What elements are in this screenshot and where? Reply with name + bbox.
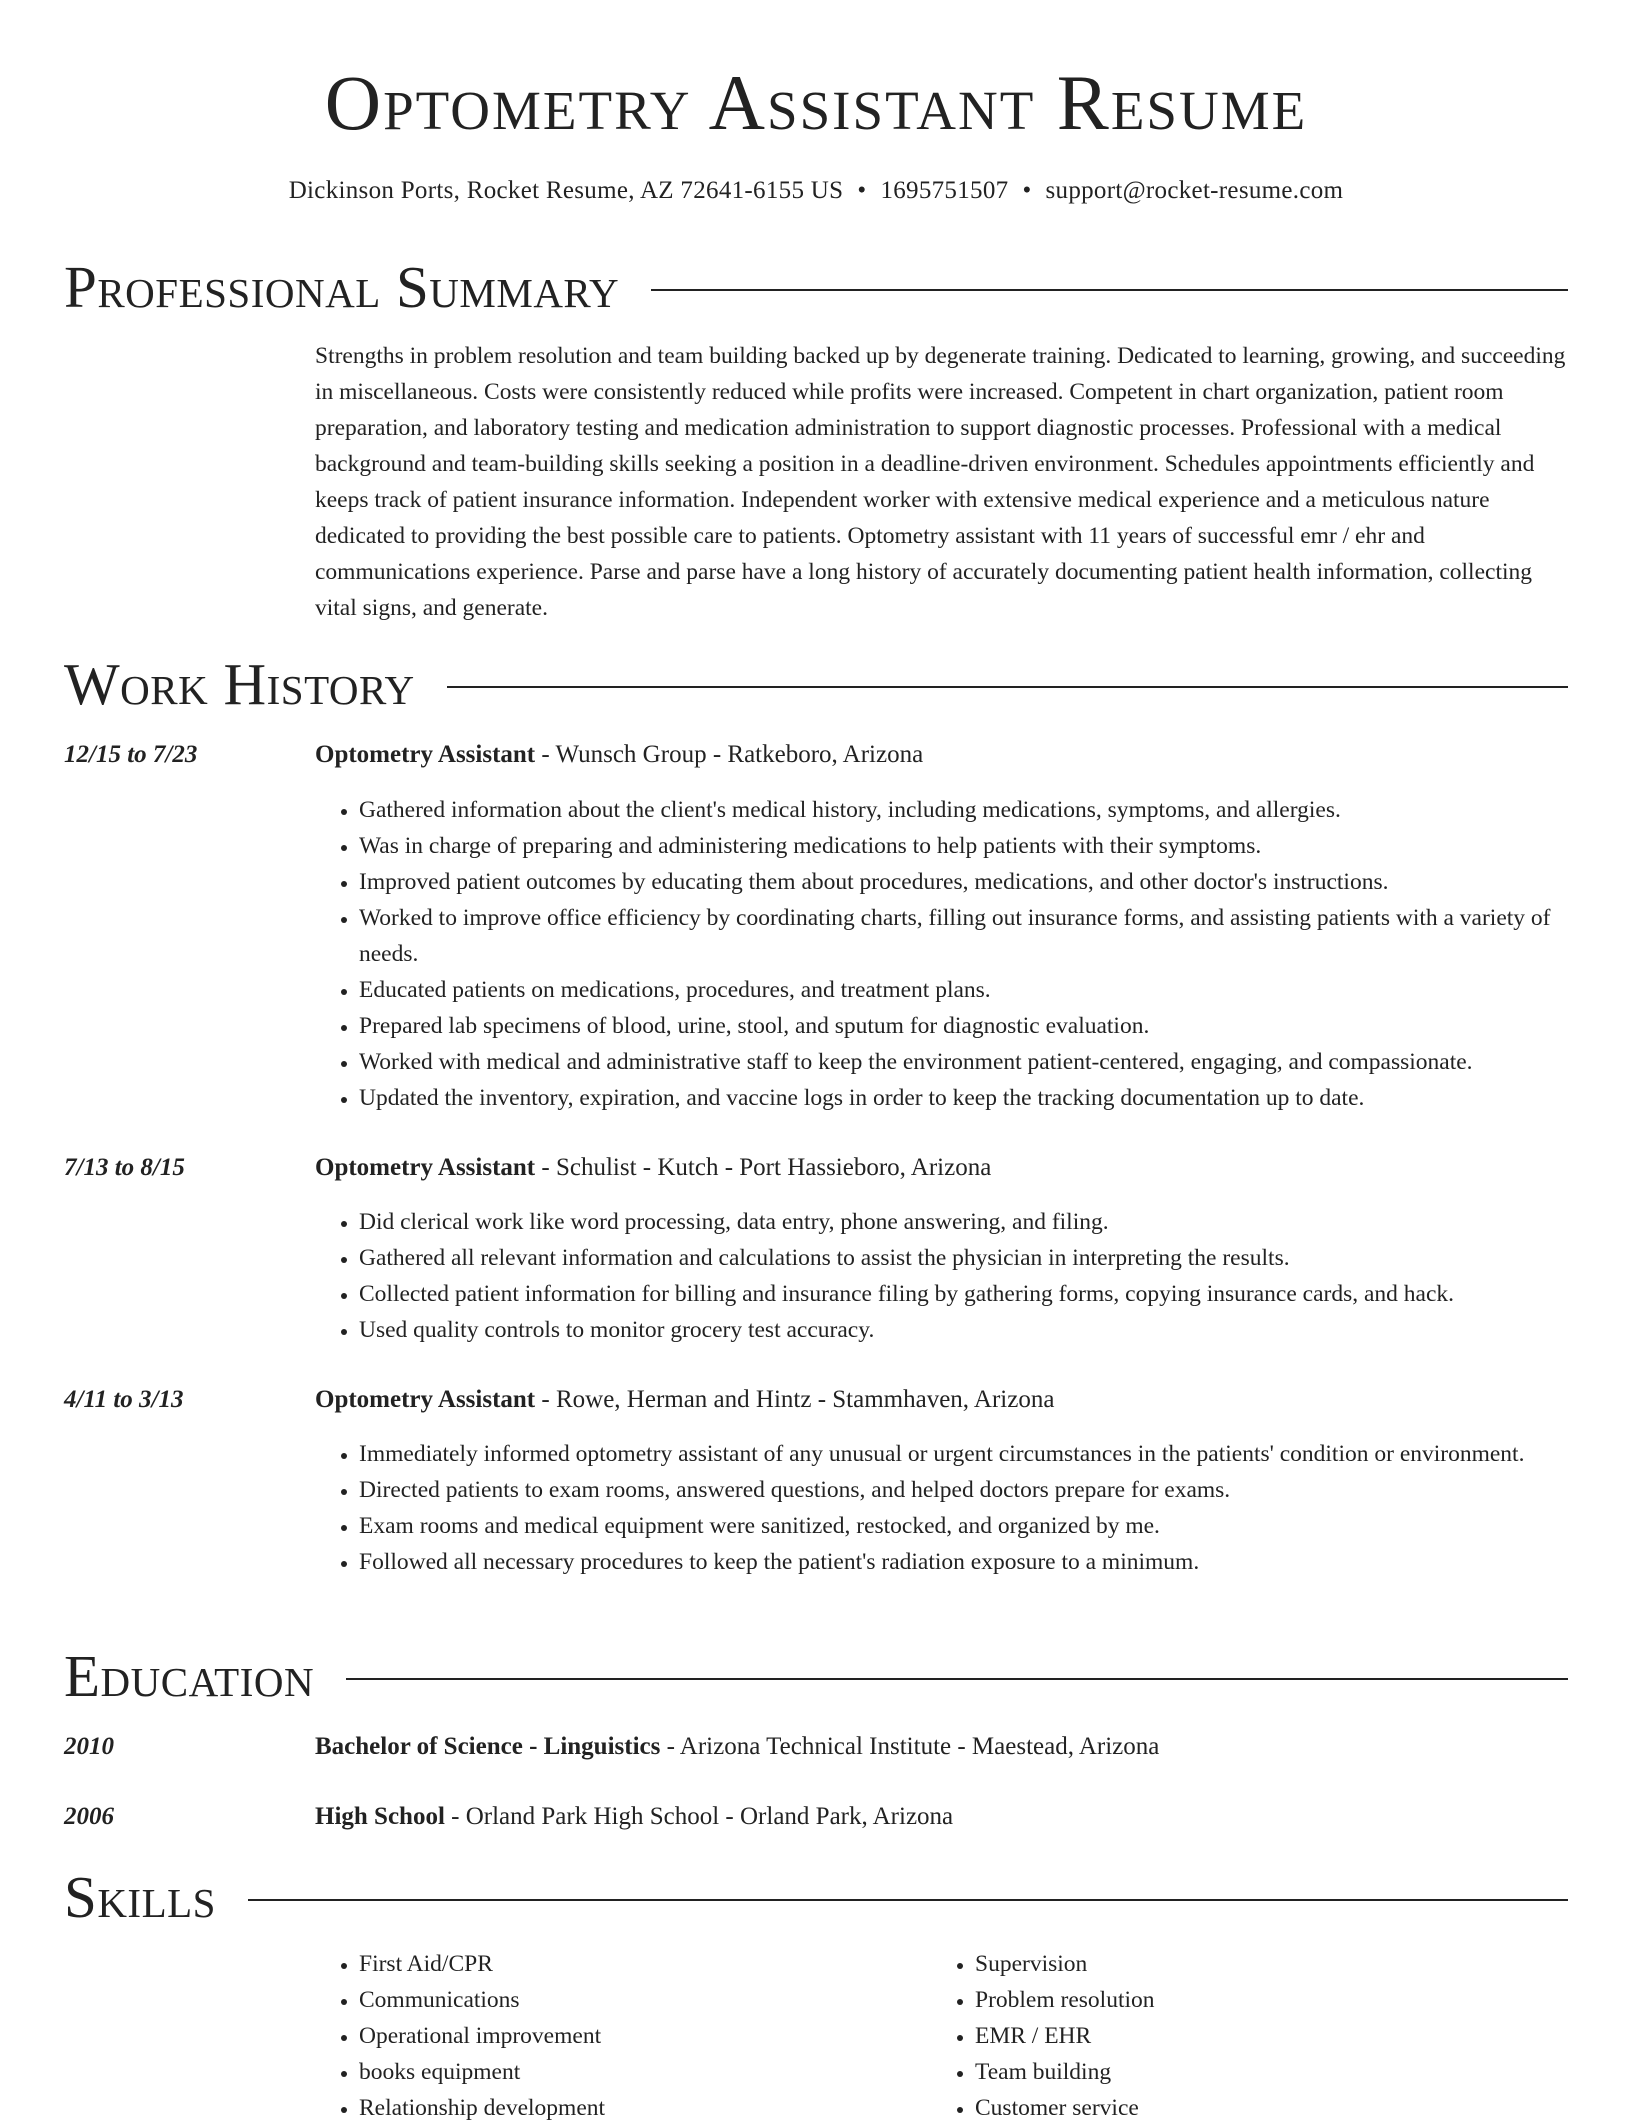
job-bullets [315, 1436, 1612, 1580]
contact-separator: • [1022, 177, 1032, 204]
job-bullet: • Exam rooms and medical equipment were sanitized, restocked, and organized by me. [359, 1508, 1612, 1544]
skill-item: • books equipment [359, 2054, 605, 2090]
summary-paragraph: Strengths in problem resolution and team building backed up by degenerate training. Dedicated to learning, growing, and succeeding in miscellaneous. Costs were consistently reduced while profits were increased. Competent in chart organization, patient room preparation, and laboratory testing and medication administration to support diagnostic processes. Professional with a medical background and team-building skills seeking a position in a deadline-driven environment. Schedules appointments efficiently and keeps track of patient insurance information. Independent worker with extensive medical experience and a meticulous nature dedicated to providing the best possible care to patients. Optometry assistant with 11 years of successful emr / ehr and communications experience. Parse and parse have a long history of accurately documenting patient health information, collecting vital signs, and generate. [315, 343, 1566, 621]
skill-item: • Team building [975, 2054, 1155, 2090]
section-header-education [64, 1643, 1568, 1709]
skills-list-right [931, 1946, 1155, 2126]
job-date: 12/15 to 7/23 [64, 741, 198, 768]
job-bullet: • Immediately informed optometry assistant of any unusual or urgent circumstances in the patients' condition or environment. [359, 1436, 1612, 1472]
skill-item: • EMR / EHR [975, 2018, 1155, 2054]
job-bullet: • Followed all necessary procedures to keep the patient's radiation exposure to a minimum. [359, 1544, 1612, 1580]
section-header-summary [64, 254, 1568, 320]
job-bullets [315, 1204, 1612, 1348]
section-divider [248, 1899, 1568, 1901]
education-date: 2006 [64, 1803, 114, 1830]
education-heading [315, 1800, 953, 1834]
section-header-work-history [64, 651, 1568, 717]
job-bullet: • Used quality controls to monitor grocery test accuracy. [359, 1312, 1612, 1348]
job-bullet: • Did clerical work like word processing, data entry, phone answering, and filing. [359, 1204, 1612, 1240]
section-title-summary: Professional Summary [64, 254, 620, 320]
section-divider [346, 1678, 1568, 1680]
job-bullets [315, 792, 1612, 1116]
section-title-education: Education [64, 1643, 315, 1709]
job-bullet: • Worked with medical and administrative staff to keep the environment patient-centered, engaging, and compassionate. [359, 1044, 1612, 1080]
section-title-work-history: Work History [64, 651, 415, 717]
section-divider [651, 289, 1568, 291]
skills-list-left [315, 1946, 605, 2126]
contact-email: support@rocket-resume.com [1045, 177, 1344, 204]
skill-item: • Communications [359, 1982, 605, 2018]
education-details: - Arizona Technical Institute - Maestead, Arizona [660, 1733, 1160, 1760]
job-heading [315, 738, 923, 772]
skill-item: • Supervision [975, 1946, 1155, 1982]
job-title: Optometry Assistant [315, 1386, 536, 1413]
education-degree: Bachelor of Science - Linguistics [315, 1733, 661, 1760]
job-bullet: • Collected patient information for billing and insurance filing by gathering forms, copying insurance cards, and hack. [359, 1276, 1612, 1312]
contact-separator: • [857, 177, 867, 204]
section-divider [447, 686, 1568, 688]
job-bullet: • Prepared lab specimens of blood, urine, stool, and sputum for diagnostic evaluation. [359, 1008, 1612, 1044]
skill-item: • Problem resolution [975, 1982, 1155, 2018]
education-degree: High School [315, 1803, 445, 1830]
job-bullet: • Worked to improve office efficiency by coordinating charts, filling out insurance forms, and assisting patients with a variety of needs. [359, 900, 1612, 972]
job-date: 4/11 to 3/13 [64, 1386, 184, 1413]
job-title: Optometry Assistant [315, 741, 536, 768]
job-bullet: • Updated the inventory, expiration, and vaccine logs in order to keep the tracking documentation up to date. [359, 1080, 1612, 1116]
education-details: - Orland Park High School - Orland Park, Arizona [444, 1803, 954, 1830]
job-date: 7/13 to 8/15 [64, 1154, 185, 1181]
job-title: Optometry Assistant [315, 1154, 536, 1181]
contact-line [0, 174, 1632, 208]
job-details: - Wunsch Group - Ratkeboro, Arizona [535, 741, 924, 768]
skill-item: • First Aid/CPR [359, 1946, 605, 1982]
skill-item: • Operational improvement [359, 2018, 605, 2054]
job-bullet: • Improved patient outcomes by educating them about procedures, medications, and other doctor's instructions. [359, 864, 1612, 900]
job-bullet: • Educated patients on medications, procedures, and treatment plans. [359, 972, 1612, 1008]
job-heading [315, 1151, 991, 1185]
contact-phone: 1695751507 [880, 177, 1009, 204]
job-details: - Schulist - Kutch - Port Hassieboro, Arizona [535, 1154, 992, 1181]
job-heading [315, 1383, 1054, 1417]
contact-address: Dickinson Ports, Rocket Resume, AZ 72641-6155 US [288, 177, 844, 204]
education-heading [315, 1730, 1159, 1764]
job-bullet: • Was in charge of preparing and administering medications to help patients with their symptoms. [359, 828, 1612, 864]
skill-item: • Customer service [975, 2090, 1155, 2126]
job-bullet: • Gathered all relevant information and calculations to assist the physician in interpreting the results. [359, 1240, 1612, 1276]
section-title-skills: Skills [64, 1864, 216, 1930]
education-date: 2010 [64, 1733, 114, 1760]
skill-item: • Relationship development [359, 2090, 605, 2126]
resume-title: Optometry Assistant Resume [324, 59, 1308, 146]
job-bullet: • Gathered information about the client's medical history, including medications, symptoms, and allergies. [359, 792, 1612, 828]
section-header-skills [64, 1864, 1568, 1930]
job-bullet: • Directed patients to exam rooms, answered questions, and helped doctors prepare for exams. [359, 1472, 1612, 1508]
job-details: - Rowe, Herman and Hintz - Stammhaven, Arizona [535, 1386, 1055, 1413]
